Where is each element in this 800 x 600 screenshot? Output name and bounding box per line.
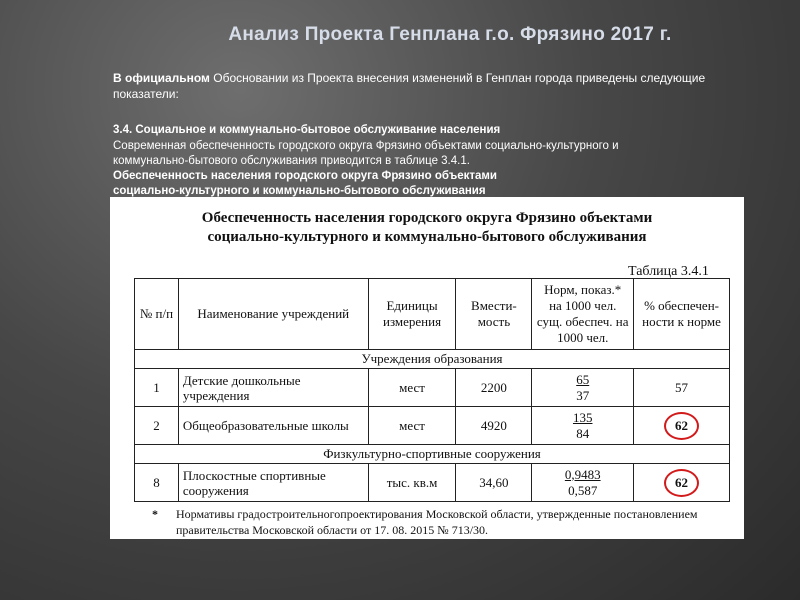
header-units: Единицы измерения	[368, 279, 456, 350]
norm-value: 65	[576, 371, 590, 387]
document-image	[110, 197, 744, 539]
table-row	[135, 407, 730, 445]
intro-paragraph	[113, 70, 713, 102]
intro-bold: В официальном	[113, 71, 210, 85]
section-bold-2: социально-культурного и коммунально-бытового обслуживания	[113, 185, 486, 197]
group-row-sports	[135, 445, 730, 464]
header-norm: Норм, показ.* на 1000 чел. сущ. обеспеч. на 1000 чел.	[532, 279, 634, 350]
actual-value: 84	[576, 425, 590, 441]
norm-value: 135	[572, 409, 593, 425]
cell-capacity: 34,60	[456, 464, 532, 502]
footnote-star: *	[152, 507, 158, 521]
cell-percent	[634, 407, 730, 445]
cell-capacity: 2200	[456, 369, 532, 407]
cell-name: Плоскостные спортивные сооружения	[178, 464, 368, 502]
cell-percent	[634, 464, 730, 502]
cell-capacity: 4920	[456, 407, 532, 445]
section-heading: 3.4. Социальное и коммунально-бытовое обслуживание населения	[113, 124, 501, 136]
header-percent: % обеспечен-ности к норме	[634, 279, 730, 350]
cell-num: 8	[135, 464, 179, 502]
header-capacity: Вмести-мость	[456, 279, 532, 350]
document-title-line2: социально-культурного и коммунально-бытового обслуживания	[207, 229, 647, 245]
cell-name: Детские дошкольные учреждения	[178, 369, 368, 407]
section-bold-1: Обеспеченность населения городского округа Фрязино объектами	[113, 170, 497, 182]
actual-value: 0,587	[568, 482, 598, 498]
cell-num: 2	[135, 407, 179, 445]
cell-norm	[532, 369, 634, 407]
group-row-education	[135, 350, 730, 369]
table-row	[135, 464, 730, 502]
provision-table	[134, 278, 730, 502]
cell-units: тыс. кв.м	[368, 464, 456, 502]
cell-percent: 57	[634, 369, 730, 407]
actual-value: 37	[576, 387, 590, 403]
document-title-line1: Обеспеченность населения городского округа Фрязино объектами	[201, 210, 653, 226]
table-header-row	[135, 279, 730, 350]
document-title	[110, 209, 744, 247]
footnote	[152, 506, 732, 538]
cell-units: мест	[368, 369, 456, 407]
table-row	[135, 369, 730, 407]
footnote-text: Нормативы градостроительногопроектирования Московской области, утвержденные постановлением правительства Московской области от 17. 08. 2015 № 713/30.	[176, 507, 698, 537]
cell-units: мест	[368, 407, 456, 445]
circled-percent: 62	[664, 469, 699, 497]
cell-name: Общеобразовательные школы	[178, 407, 368, 445]
header-num: № п/п	[135, 279, 179, 350]
group-sports-label: Физкультурно-спортивные сооружения	[135, 445, 730, 464]
intro-text: Обосновании из Проекта внесения изменений в Генплан города приведены следующие показатели:	[113, 71, 706, 101]
norm-value: 0,9483	[564, 466, 601, 482]
circled-percent: 62	[664, 412, 699, 440]
cell-norm	[532, 407, 634, 445]
group-education-label: Учреждения образования	[135, 350, 730, 369]
header-name: Наименование учреждений	[178, 279, 368, 350]
section-text-2: коммунально-бытового обслуживания приводится в таблице 3.4.1.	[113, 155, 470, 167]
cell-num: 1	[135, 369, 179, 407]
cell-norm	[532, 464, 634, 502]
section-text-1: Современная обеспеченность городского округа Фрязино объектами социально-культурного и	[113, 140, 619, 152]
table-label: Таблица 3.4.1	[628, 264, 709, 279]
slide-title: Анализ Проекта Генплана г.о. Фрязино 2017 г.	[228, 24, 672, 45]
